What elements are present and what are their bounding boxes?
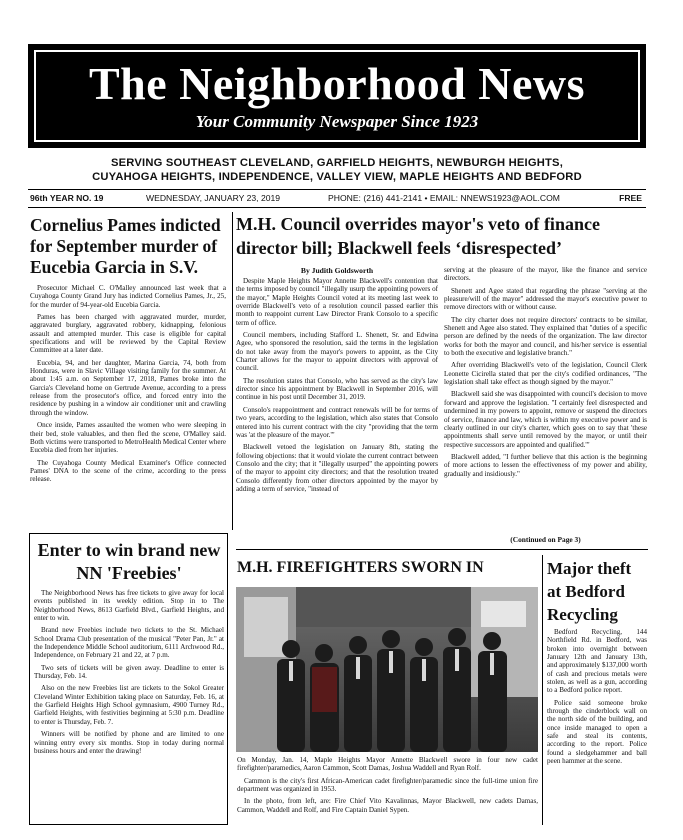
firefighters-headline: M.H. FIREFIGHTERS SWORN IN: [237, 559, 484, 576]
theft-paragraph: Police said someone broke through the cinderblock wall on the north side of the building, and once inside managed to open a safe and steal its contents, according to the report. Police found a sledgehammer and ball peen hammer at the scene.: [547, 698, 647, 766]
masthead-frame: [34, 50, 640, 142]
service-area-line-1: SERVING SOUTHEAST CLEVELAND, GARFIELD HEIGHTS, NEWBURGH HEIGHTS,: [110, 157, 564, 169]
price-label: FREE: [619, 193, 642, 203]
newspaper-title: The Neighborhood News: [88, 58, 586, 109]
firefighters-caption: [237, 756, 538, 818]
council-headline: M.H. Council overrides mayor's veto of finance director bill; Blackwell feels ‘disrespected’: [236, 214, 600, 258]
council-paragraph: Blackwell vetoed the legislation on January 8th, stating the following objections: that it would violate the current contract between Consolo and the city; that it "illegally usurped" the appointing powers of the mayor to appoint city directors; and that the resolution treated Consolo differently from other directors appointed by the mayor by adding a term of service, "instead of: [236, 443, 438, 493]
council-paragraph: The city charter does not require directors' contracts to be similar, Shenett and Agee also stated. They explained that "duties of a specific person are defined by the needs of the organization. The law director works for both the mayor and council, and his/her service is essential to both the executive and legislative branch.": [444, 315, 647, 358]
council-paragraph: Blackwell said she was disappointed with council's decision to move forward and approve the legislation. "I certainly feel disrespected and undermined in my powers to appoint, remove or suspend the directors of service, finance and law, which is within my executive power and is clearly outlined in our city's charter, which goes on to say that 'these appointments shall serve until removed by the mayor, or until their respective successors are appointed and qualified.'": [444, 390, 647, 449]
contact-info: PHONE: (216) 441-2141 • EMAIL: NNEWS1923@AOL.COM: [328, 193, 560, 203]
council-paragraph: serving at the pleasure of the mayor, like the finance and service directors.: [444, 266, 647, 283]
info-bar: [28, 189, 646, 208]
pames-headline: Cornelius Pames indicted for September murder of Eucebia Garcia in S.V.: [30, 215, 221, 277]
council-byline: By Judith Goldsworth: [300, 266, 374, 275]
freebies-paragraph: Winners will be notified by phone and are limited to one winning entry every six months. Stop in today during normal business hours and enter the drawing!: [34, 730, 224, 755]
firefighters-photo: [236, 587, 538, 752]
council-paragraph: Despite Maple Heights Mayor Annette Blackwell's contention that the terms imposed by council "illegally usurp the appointing powers of the mayor," Maple Heights Council voted at its meeting last week to override Blackwell's veto of a resolution council passed earlier this month to reappoint current Law Director Frank Consolo to a specific term of office.: [236, 277, 438, 327]
freebies-paragraph: Also on the new Freebies list are tickets to the Sokol Greater Cleveland Winter Exhibition taking place on Saturday, Feb. 16, at the Garfield Heights High School gymnasium, 4900 Turney Rd., Garfield Heights, with festivities beginning at 5:30 p.m. Deadline to enter is Thursday, Feb. 7.: [34, 684, 224, 726]
pames-paragraph: Prosecutor Michael C. O'Malley announced last week that a Cuyahoga County Grand Jury has indicted Cornelius Pames, Jr., 25, for the murder of 94-year-old Eucebia Garcia.: [30, 284, 226, 309]
masthead: [28, 44, 646, 148]
council-paragraph: Blackwell added, "I further believe that this action is the beginning of more actions to lessen the effectiveness of my power and ability, gradually and insidiously.": [444, 452, 647, 478]
service-area: [28, 156, 646, 184]
council-paragraph: After overriding Blackwell's veto of the legislation, Council Clerk Leonette Cicirella stated that per the city's codified ordinances, "The legislation shall take effect as though signed by the mayor.": [444, 361, 647, 387]
caption-paragraph: On Monday, Jan. 14, Maple Heights Mayor Annette Blackwell swore in four new cadet firefighter/paramedics, Aaron Cammon, Scott Damas, Joshua Waddell and Ryan Rolf.: [237, 756, 538, 773]
pames-article-body: [30, 284, 226, 488]
freebies-paragraph: The Neighborhood News has free tickets to give away for local events published in its weekly edition. Stop in to The Neighborhood News, 8613 Garfield Blvd., Garfield Heights, and enter to win.: [34, 589, 224, 623]
freebies-headline: Enter to win brand new NN 'Freebies': [37, 540, 221, 583]
firefighters-photo-image: [236, 587, 538, 752]
pames-paragraph: The Cuyahoga County Medical Examiner's Office connected Pames' DNA to the scene of the crime, according to the press release.: [30, 458, 226, 484]
issue-number: 96th YEAR NO. 19: [30, 193, 104, 203]
council-column-1: [236, 277, 438, 497]
freebies-body: [34, 589, 224, 759]
column-divider: [542, 555, 543, 825]
pames-paragraph: Eucebia, 94, and her daughter, Marina Garcia, 74, both from Honduras, were in Slavic Village visiting family for the summer. At about 1:45 a.m. on September 17, 2018, Pames broke into the Garcia's Cleveland home on Gertrude Avenue, according to a press release from the prosecutor's office, and forced entry into the residence by pushing in a window air conditioner unit and crawling through the window.: [30, 358, 226, 417]
freebies-paragraph: Brand new Freebies include two tickets to the St. Michael School Drama Club presentation of the musical "Peter Pan, Jr." at the Independence Middle School auditorium, 6111 Archwood Rd., Independence, on February 21 and 22, at 7 p.m.: [34, 626, 224, 660]
freebies-paragraph: Two sets of tickets will be given away. Deadline to enter is Thursday, Feb. 14.: [34, 663, 224, 681]
council-paragraph: The resolution states that Consolo, who has served as the city's law director since his appointment by Blackwell in September 2016, will continue in his post until December 31, 2019.: [236, 376, 438, 402]
theft-paragraph: Bedford Recycling, 144 Northfield Rd. in Bedford, was broken into overnight between January 12th and January 13th, and approximately $137,000 worth of cash and precious metals were stolen, as well as a gun, according to a Bedford police report.: [547, 628, 647, 695]
pames-paragraph: Once inside, Pames assaulted the women who were sleeping in their bed, stole valuables, and then fled the scene, O'Malley said. Both victims were transported to MetroHealth Medical Center where Eucebia died from her injuries.: [30, 421, 226, 455]
service-area-line-2: CUYAHOGA HEIGHTS, INDEPENDENCE, VALLEY VIEW, MAPLE HEIGHTS AND BEDFORD: [92, 171, 582, 183]
issue-date: WEDNESDAY, JANUARY 23, 2019: [146, 193, 281, 203]
council-paragraph: Shenett and Agee stated that regarding the phrase "serving at the pleasure/will of the mayor" addressed the mayor's executive power to remove directors with or without cause.: [444, 286, 647, 312]
section-divider: [236, 549, 648, 550]
theft-headline: Major theft at Bedford Recycling: [547, 559, 632, 624]
caption-paragraph: In the photo, from left, are: Fire Chief Vito Kavalinnas, Mayor Blackwell, new cadets Damas, Cammon, Waddell and Rolf, and Fire Captain Daniel Sypen.: [237, 797, 538, 814]
theft-article-body: [547, 628, 647, 770]
column-divider: [232, 212, 233, 530]
newspaper-tagline: Your Community Newspaper Since 1923: [195, 112, 479, 131]
council-paragraph: Consolo's reappointment and contract renewals will be for terms of two years, according to the legislation, which also states that Consolo entered into his current contract with the city "providing that the term was 'at the pleasure of the mayor.'": [236, 405, 438, 439]
caption-paragraph: Cammon is the city's first African-American cadet firefighter/paramedic since the full-time union fire department was organized in 1953.: [237, 776, 538, 794]
pames-paragraph: Pames has been charged with aggravated murder, murder, aggravated burglary, aggravated robbery, kidnapping, felonious assault and attempted murder. This case is eligible for capital specifications and will be reviewed by the Capital Review Committee at a later date.: [30, 313, 226, 355]
continued-notice: (Continued on Page 3): [510, 535, 581, 544]
council-column-2: [444, 266, 647, 482]
council-paragraph: Council members, including Stafford L. Shenett, Sr. and Edwina Agee, who sponsored the resolution, said the terms in the legislation do not take away from the mayor's powers to appoint, as the City Charter allows for the mayor to appoint directors with approval of council.: [236, 331, 438, 373]
